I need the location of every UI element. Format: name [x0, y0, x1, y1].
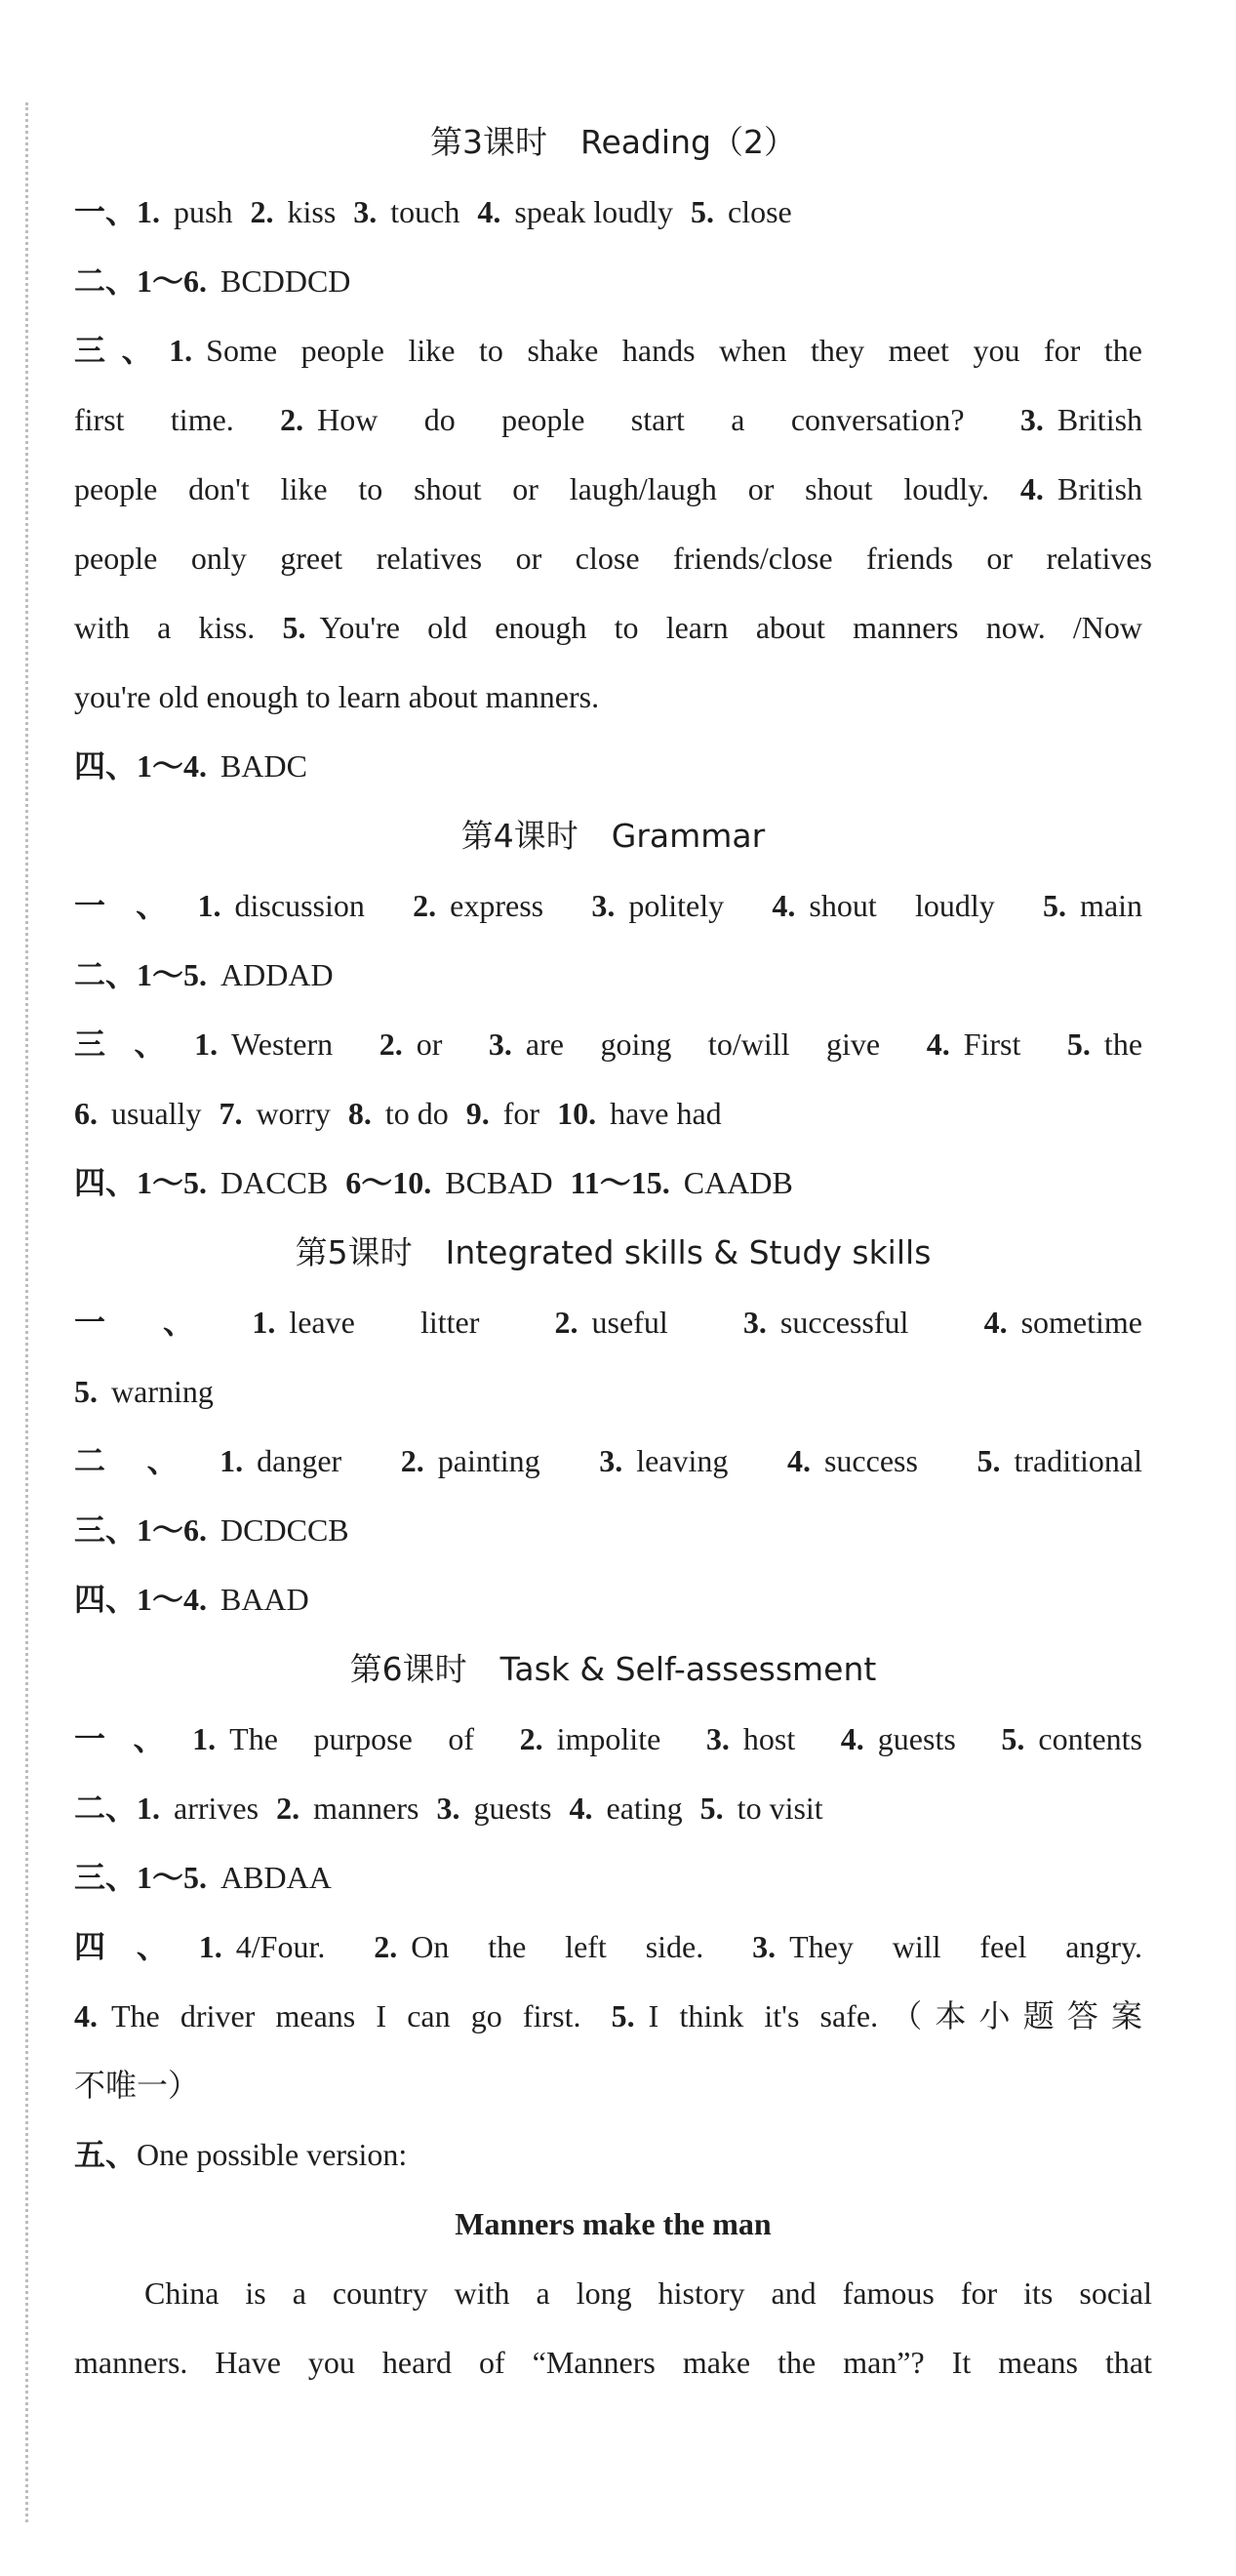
- section-number: 三、: [74, 1026, 195, 1063]
- item-number: 2.: [400, 1443, 424, 1478]
- item-number: 5.: [1043, 888, 1067, 923]
- item-number: 1.: [219, 1443, 244, 1478]
- item-number: 4.: [772, 888, 796, 923]
- item-answer: speak loudly: [514, 194, 673, 229]
- answer-line: [74, 1912, 1152, 1982]
- answer-line: [74, 2051, 1152, 2120]
- section-number: 四、: [74, 1164, 138, 1201]
- section-number: 二、: [74, 1442, 220, 1479]
- item-number: 3.: [353, 194, 378, 229]
- item-number: 5.: [1001, 1721, 1025, 1756]
- item-number: 1～5.: [137, 1165, 208, 1200]
- item-answer: successful: [779, 1305, 909, 1340]
- item-answer: people don't like to shout or laugh/laugh or shout loudly.: [74, 471, 990, 506]
- item-number: 1～6.: [137, 1512, 208, 1548]
- item-number: 6～10.: [345, 1165, 432, 1200]
- answer-line: [74, 1288, 1152, 1357]
- item-answer: First: [963, 1026, 1021, 1062]
- item-number: 1.: [198, 1929, 222, 1964]
- item-number: 7.: [219, 1096, 243, 1131]
- item-number: 2.: [379, 1026, 403, 1062]
- margin-dotted-line: [25, 102, 28, 2522]
- item-number: 2.: [276, 1791, 300, 1826]
- item-number: 1.: [137, 1791, 161, 1826]
- lesson-subtitle: Grammar: [611, 817, 766, 855]
- item-answer: BAAD: [220, 1582, 309, 1617]
- answer-line: [74, 1843, 1152, 1912]
- item-answer: One possible version:: [137, 2137, 408, 2172]
- item-answer: impolite: [556, 1721, 661, 1756]
- item-answer: first time.: [74, 402, 234, 437]
- item-answer: On the left side.: [411, 1929, 704, 1964]
- item-number: 5.: [611, 1998, 635, 2033]
- section-number: 四、: [74, 1928, 199, 1965]
- section-number: 一、: [74, 887, 198, 924]
- lesson-title: 第4课时: [460, 817, 578, 855]
- item-number: 1～4.: [137, 748, 208, 784]
- lesson-title: 第5课时: [295, 1233, 413, 1271]
- item-answer: contents: [1038, 1721, 1142, 1756]
- answer-line: [74, 871, 1152, 941]
- item-number: 4.: [926, 1026, 950, 1062]
- item-number: 2.: [280, 402, 304, 437]
- section-number: 三、: [74, 332, 170, 369]
- item-answer: discussion: [234, 888, 365, 923]
- answer-line: [74, 1565, 1152, 1634]
- lesson-title: 第3课时: [430, 123, 548, 161]
- item-answer: eating: [606, 1791, 683, 1826]
- essay-line: China is a country with a long history and famous for its social: [144, 2275, 1152, 2311]
- item-number: 5.: [977, 1443, 1001, 1478]
- essay-line: manners. Have you heard of “Manners make the man”? It means that: [74, 2345, 1152, 2380]
- answer-line: [74, 941, 1152, 1010]
- item-number: 1～5.: [137, 957, 208, 992]
- item-answer: close: [728, 194, 792, 229]
- item-answer: push: [174, 194, 233, 229]
- answer-line: [74, 455, 1152, 524]
- item-answer: sometime: [1020, 1305, 1142, 1340]
- item-number: 3.: [742, 1305, 767, 1340]
- item-number: 3.: [436, 1791, 460, 1826]
- answer-line: [74, 247, 1152, 316]
- item-number: 1.: [194, 1026, 219, 1062]
- item-answer: BADC: [220, 748, 307, 784]
- item-answer: leaving: [636, 1443, 729, 1478]
- item-number: 11～15.: [570, 1165, 670, 1200]
- item-number: 3.: [752, 1929, 777, 1964]
- answer-key-page: [74, 107, 1152, 2397]
- item-answer: host: [742, 1721, 796, 1756]
- item-answer: with a kiss.: [74, 610, 256, 645]
- item-answer: ADDAD: [220, 957, 334, 992]
- item-number: 4.: [786, 1443, 811, 1478]
- item-number: 10.: [557, 1096, 597, 1131]
- item-answer: people only greet relatives or close friends/close friends or relatives: [74, 541, 1152, 576]
- answer-line: [74, 1079, 1152, 1148]
- item-answer: 不唯一）: [74, 2068, 200, 2103]
- answer-line: [74, 593, 1152, 663]
- item-number: 3.: [591, 888, 616, 923]
- item-answer: The driver means I can go first.: [111, 1998, 581, 2033]
- item-answer: have had: [610, 1096, 722, 1131]
- item-number: 1.: [169, 333, 193, 368]
- item-number: 4.: [477, 194, 501, 229]
- answer-line: [74, 316, 1152, 385]
- item-answer: The purpose of: [229, 1721, 475, 1756]
- section-number: 三、: [74, 1859, 138, 1896]
- section-number: 五、: [74, 2136, 138, 2173]
- item-number: 1.: [137, 194, 161, 229]
- lesson-title: 第6课时: [349, 1650, 467, 1688]
- item-number: 9.: [465, 1096, 490, 1131]
- item-answer: arrives: [174, 1791, 259, 1826]
- item-answer: to visit: [737, 1791, 823, 1826]
- section-number: 二、: [74, 956, 138, 993]
- lesson-heading: [74, 1218, 1152, 1288]
- item-answer: How do people start a conversation?: [317, 402, 965, 437]
- item-number: 2.: [413, 888, 437, 923]
- item-number: 5.: [74, 1374, 98, 1409]
- answer-line: [74, 524, 1152, 593]
- item-number: 2.: [374, 1929, 398, 1964]
- item-answer: manners: [313, 1791, 419, 1826]
- section-number: 四、: [74, 1581, 138, 1618]
- answer-line: [74, 1774, 1152, 1843]
- item-number: 3.: [705, 1721, 730, 1756]
- item-answer: BCDDCD: [220, 263, 351, 299]
- item-number: 5.: [691, 194, 714, 229]
- item-answer: guests: [473, 1791, 552, 1826]
- item-answer: British: [1057, 471, 1143, 506]
- item-number: 1.: [252, 1305, 276, 1340]
- item-answer: or: [416, 1026, 443, 1062]
- item-number: 1.: [192, 1721, 217, 1756]
- item-answer: They will feel angry.: [789, 1929, 1142, 1964]
- lesson-subtitle: Integrated skills & Study skills: [445, 1233, 932, 1271]
- item-number: 4.: [569, 1791, 593, 1826]
- item-answer: are going to/will give: [525, 1026, 881, 1062]
- item-answer: 4/Four.: [235, 1929, 326, 1964]
- item-answer: usually: [111, 1096, 202, 1131]
- section-number: 三、: [74, 1511, 138, 1549]
- item-answer: BCBAD: [445, 1165, 553, 1200]
- section-number: 二、: [74, 1790, 138, 1827]
- item-number: 5.: [282, 610, 306, 645]
- item-answer: I think it's safe.（本小题答案: [648, 1998, 1143, 2033]
- section-number: 一、: [74, 193, 138, 230]
- item-answer: CAADB: [683, 1165, 793, 1200]
- item-answer: guests: [877, 1721, 956, 1756]
- item-number: 4.: [840, 1721, 864, 1756]
- item-number: 6.: [74, 1096, 98, 1131]
- section-number: 二、: [74, 262, 138, 300]
- answer-line: [74, 1010, 1152, 1079]
- item-answer: kiss: [287, 194, 337, 229]
- item-number: 5.: [699, 1791, 724, 1826]
- answer-line: [74, 1427, 1152, 1496]
- item-answer: worry: [256, 1096, 331, 1131]
- item-answer: warning: [111, 1374, 214, 1409]
- lesson-heading: [74, 1634, 1152, 1705]
- item-number: 2.: [519, 1721, 543, 1756]
- item-number: 1～4.: [137, 1582, 208, 1617]
- item-answer: useful: [591, 1305, 668, 1340]
- item-answer: leave litter: [289, 1305, 480, 1340]
- item-number: 4.: [74, 1998, 98, 2033]
- answer-line: [74, 1705, 1152, 1774]
- item-number: 8.: [347, 1096, 372, 1131]
- item-number: 1～5.: [137, 1860, 208, 1895]
- essay-title: Manners make the man: [455, 2206, 772, 2241]
- answer-line: [74, 1357, 1152, 1427]
- answer-line: [74, 1496, 1152, 1565]
- section-number: 四、: [74, 747, 138, 785]
- answer-line: [74, 2120, 1152, 2190]
- item-answer: You're old enough to learn about manners now. /Now: [319, 610, 1143, 645]
- answer-line: [74, 1982, 1152, 2051]
- item-number: 5.: [1066, 1026, 1091, 1062]
- item-number: 1.: [197, 888, 221, 923]
- item-answer: painting: [437, 1443, 540, 1478]
- item-answer: danger: [257, 1443, 342, 1478]
- item-answer: DCDCCB: [220, 1512, 349, 1548]
- item-number: 2.: [250, 194, 274, 229]
- item-answer: politely: [628, 888, 725, 923]
- item-number: 3.: [1019, 402, 1044, 437]
- item-number: 3.: [599, 1443, 623, 1478]
- lesson-heading: [74, 107, 1152, 178]
- item-answer: Some people like to shake hands when they meet you for the: [206, 333, 1142, 368]
- item-number: 4.: [1019, 471, 1044, 506]
- lesson-heading: [74, 801, 1152, 871]
- answer-line: [74, 385, 1152, 455]
- answer-line: [74, 178, 1152, 247]
- item-answer: for: [502, 1096, 540, 1131]
- item-answer: you're old enough to learn about manners.: [74, 679, 600, 714]
- lesson-subtitle: Reading（2）: [580, 123, 796, 161]
- item-number: 1～6.: [137, 263, 208, 299]
- item-number: 4.: [983, 1305, 1008, 1340]
- item-answer: success: [823, 1443, 918, 1478]
- answer-line: [74, 663, 1152, 732]
- item-answer: DACCB: [220, 1165, 329, 1200]
- item-answer: traditional: [1014, 1443, 1142, 1478]
- item-number: 3.: [488, 1026, 512, 1062]
- item-answer: the: [1103, 1026, 1143, 1062]
- item-answer: touch: [390, 194, 460, 229]
- item-number: 2.: [554, 1305, 578, 1340]
- answer-line: [74, 1148, 1152, 1218]
- item-answer: main: [1080, 888, 1143, 923]
- item-answer: express: [450, 888, 544, 923]
- item-answer: British: [1057, 402, 1143, 437]
- section-number: 一、: [74, 1304, 253, 1341]
- lesson-subtitle: Task & Self-assessment: [499, 1650, 877, 1688]
- section-number: 一、: [74, 1720, 193, 1757]
- item-answer: shout loudly: [809, 888, 995, 923]
- item-answer: to do: [384, 1096, 449, 1131]
- item-answer: Western: [231, 1026, 334, 1062]
- answer-line: [74, 732, 1152, 801]
- item-answer: ABDAA: [220, 1860, 332, 1895]
